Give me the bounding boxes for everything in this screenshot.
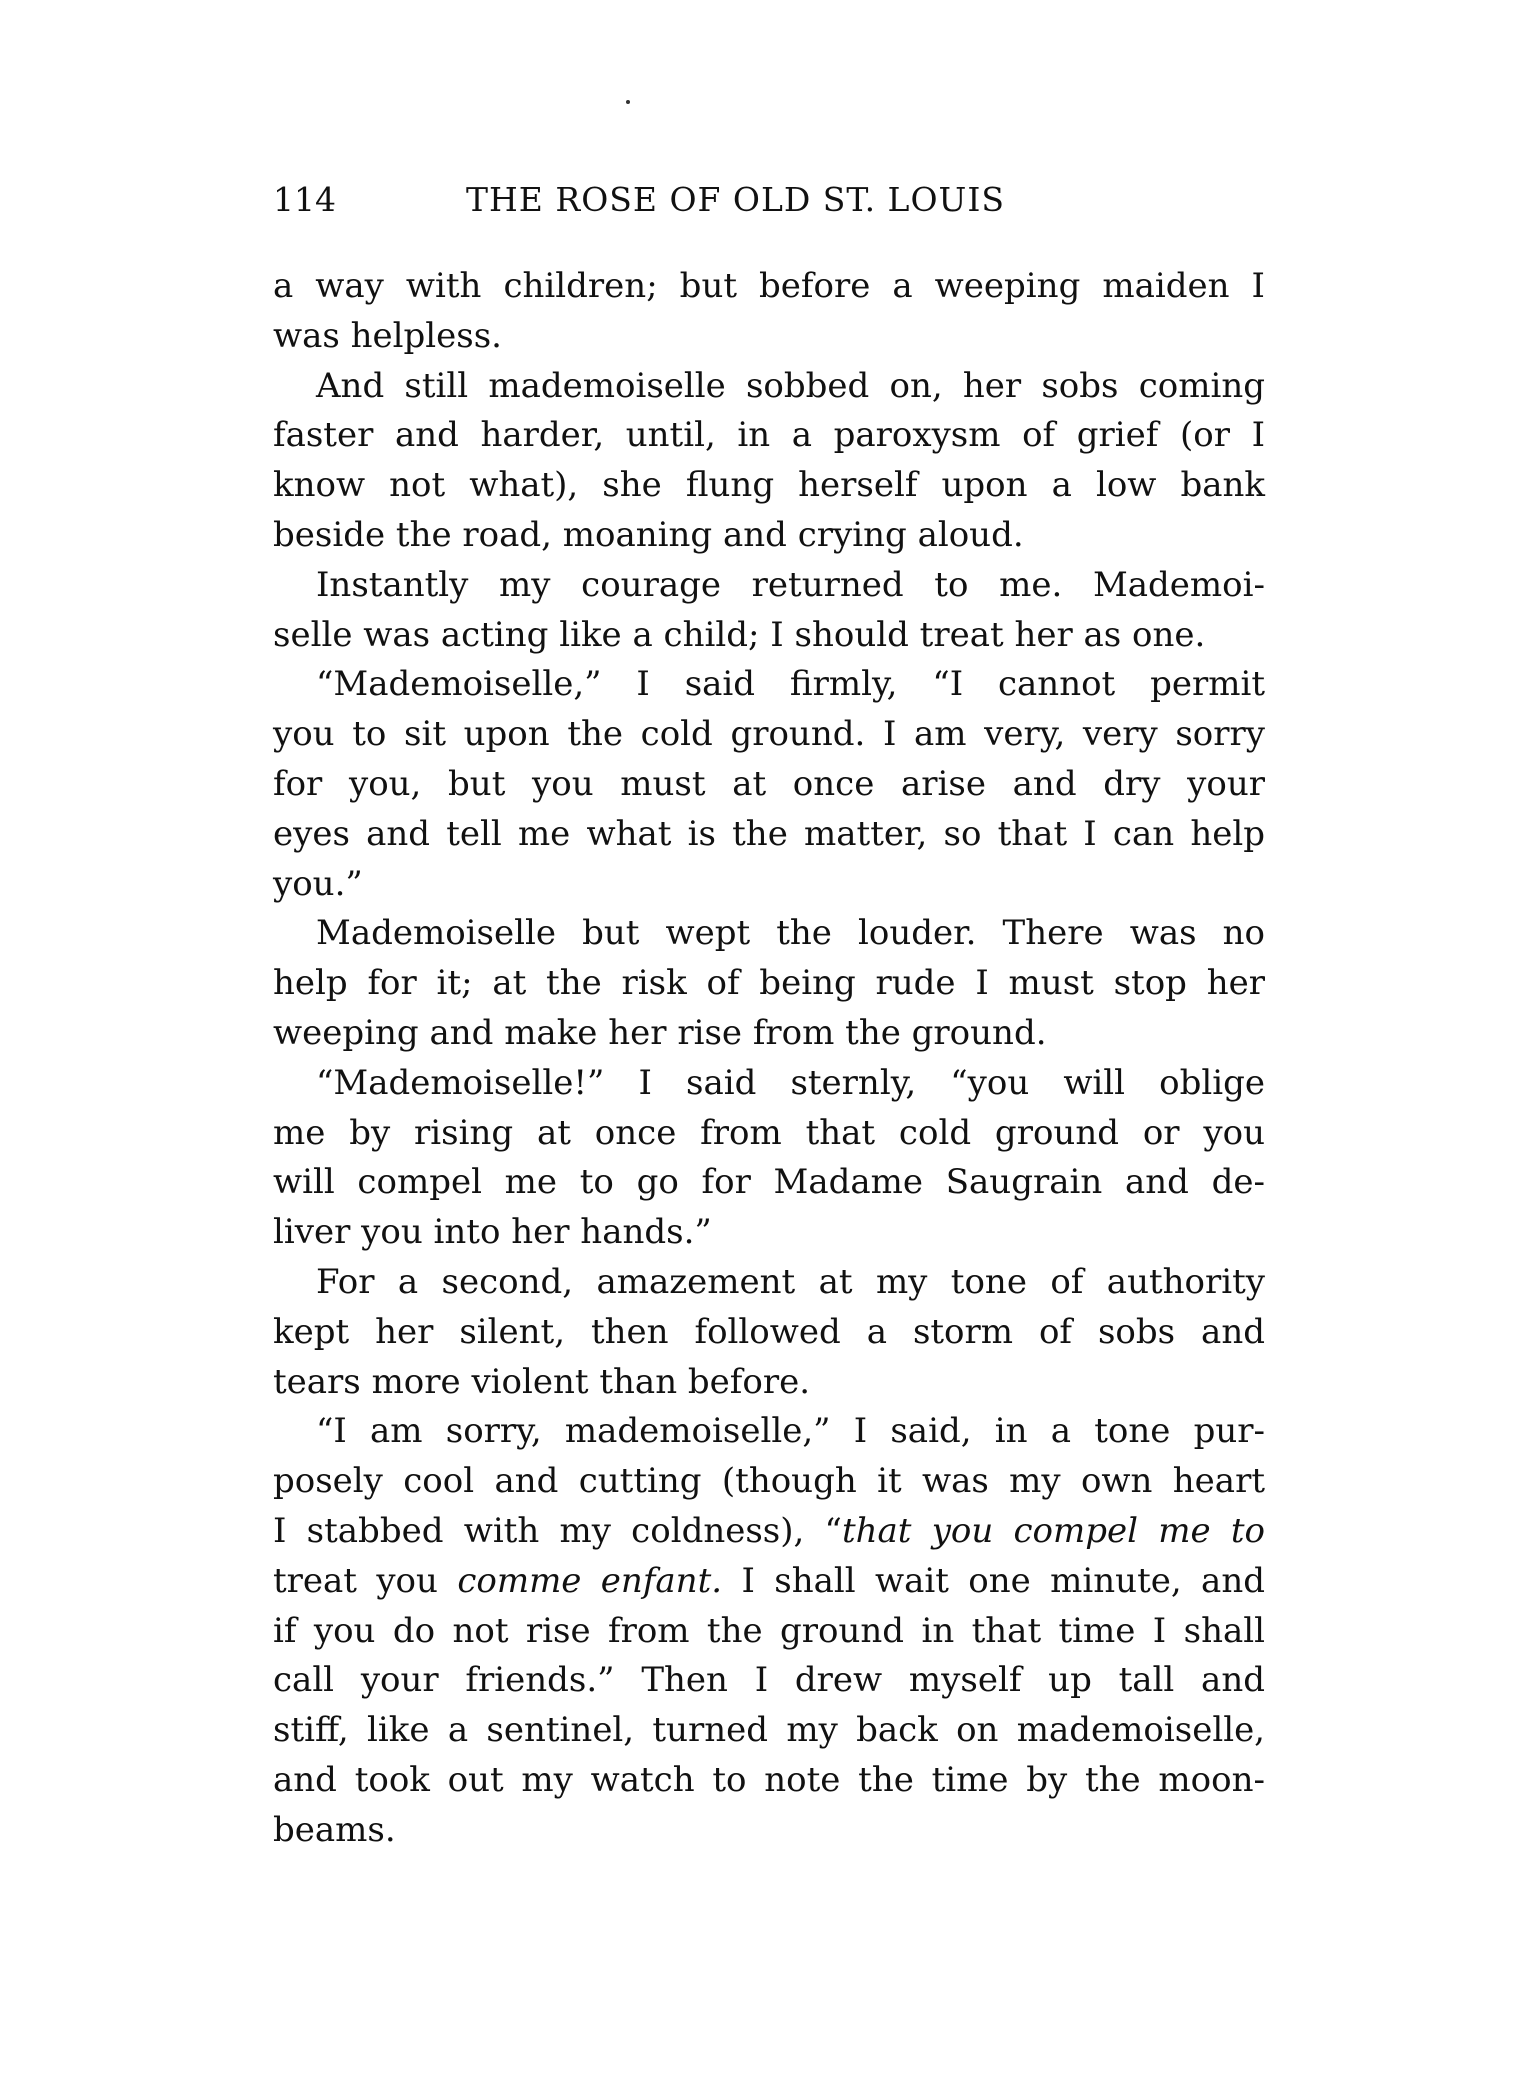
text-line [273,1458,1265,1508]
text-line [273,1558,1265,1608]
text-line [273,1657,1265,1707]
page-header [273,180,1093,224]
text-segment: And still mademoiselle sobbed on, her sobs coming [316,365,1265,406]
text-segment: know not what), she flung herself upon a low bank [273,465,1265,506]
text-line [273,612,1265,662]
text-segment: selle was acting like a child; I should treat her as one. [273,614,1206,655]
text-segment: posely cool and cutting (though it was my own heart [273,1461,1265,1502]
text-segment: weeping and make her rise from the ground. [273,1012,1047,1053]
text-segment: me by rising at once from that cold ground or you [273,1112,1265,1153]
text-segment: beside the road, moaning and crying aloud. [273,514,1024,555]
text-line [273,1707,1265,1757]
text-line [273,462,1265,512]
text-line [273,1608,1265,1658]
text-segment: Instantly my courage returned to me. Mademoi- [316,564,1265,605]
text-segment: you to sit upon the cold ground. I am very, very sorry [273,714,1265,755]
text-line [273,1309,1265,1359]
text-line [273,1508,1265,1558]
text-line [273,562,1265,612]
text-line [273,1757,1265,1807]
text-segment: tears more violent than before. [273,1361,811,1402]
text-segment: “I am sorry, mademoiselle,” I said, in a tone pur- [316,1411,1265,1452]
text-line [273,711,1265,761]
page-number: 114 [273,180,336,219]
text-segment: beams. [273,1809,396,1850]
italic-text: that you compel me to [841,1510,1265,1551]
text-line [273,1259,1265,1309]
text-segment: if you do not rise from the ground in that time I shall [273,1610,1265,1651]
text-line [273,1010,1265,1060]
text-line [273,761,1265,811]
text-segment: “Mademoiselle,” I said firmly, “I cannot permit [316,664,1265,705]
text-segment: eyes and tell me what is the matter, so that I can help [273,813,1265,854]
text-segment: stiff, like a sentinel, turned my back on mademoiselle, [273,1710,1265,1751]
text-segment: for you, but you must at once arise and dry your [273,763,1265,804]
text-line [273,1359,1265,1409]
text-line [273,412,1265,462]
text-segment: faster and harder, until, in a paroxysm of grief (or I [273,415,1265,456]
text-line [273,263,1265,313]
body-text [273,263,1265,1857]
italic-text: comme enfant. [457,1560,723,1601]
text-segment: kept her silent, then followed a storm of sobs and [273,1311,1265,1352]
text-segment: call your friends.” Then I drew myself up tall and [273,1660,1265,1701]
text-line [273,512,1265,562]
text-line [273,1159,1265,1209]
text-segment: treat you [273,1560,458,1601]
speck [626,100,630,104]
text-line [273,661,1265,711]
text-line [273,811,1265,861]
text-line [273,1060,1265,1110]
text-segment: will compel me to go for Madame Saugrain and de- [273,1162,1265,1203]
text-segment: “Mademoiselle!” I said sternly, “you will oblige [316,1062,1265,1103]
text-line [273,960,1265,1010]
text-segment: was helpless. [273,315,502,356]
text-segment: a way with children; but before a weeping maiden I [273,266,1265,306]
text-segment: For a second, amazement at my tone of authority [316,1261,1265,1302]
text-line [273,1110,1265,1160]
text-line [273,313,1265,363]
text-line [273,1408,1265,1458]
text-line [273,1807,1265,1857]
text-segment: and took out my watch to note the time by the moon- [273,1759,1265,1800]
text-line [273,861,1265,911]
text-line [273,910,1265,960]
text-line [273,1209,1265,1259]
running-title: THE ROSE OF OLD ST. LOUIS [466,180,1005,219]
text-segment: you.” [273,863,363,904]
text-line [273,363,1265,413]
text-segment: Mademoiselle but wept the louder. There was no [316,913,1265,954]
text-segment: I stabbed with my coldness), “ [273,1510,842,1551]
text-segment: liver you into her hands.” [273,1212,712,1253]
text-segment: help for it; at the risk of being rude I must stop her [273,963,1265,1004]
text-segment: I shall wait one minute, and [722,1560,1265,1601]
